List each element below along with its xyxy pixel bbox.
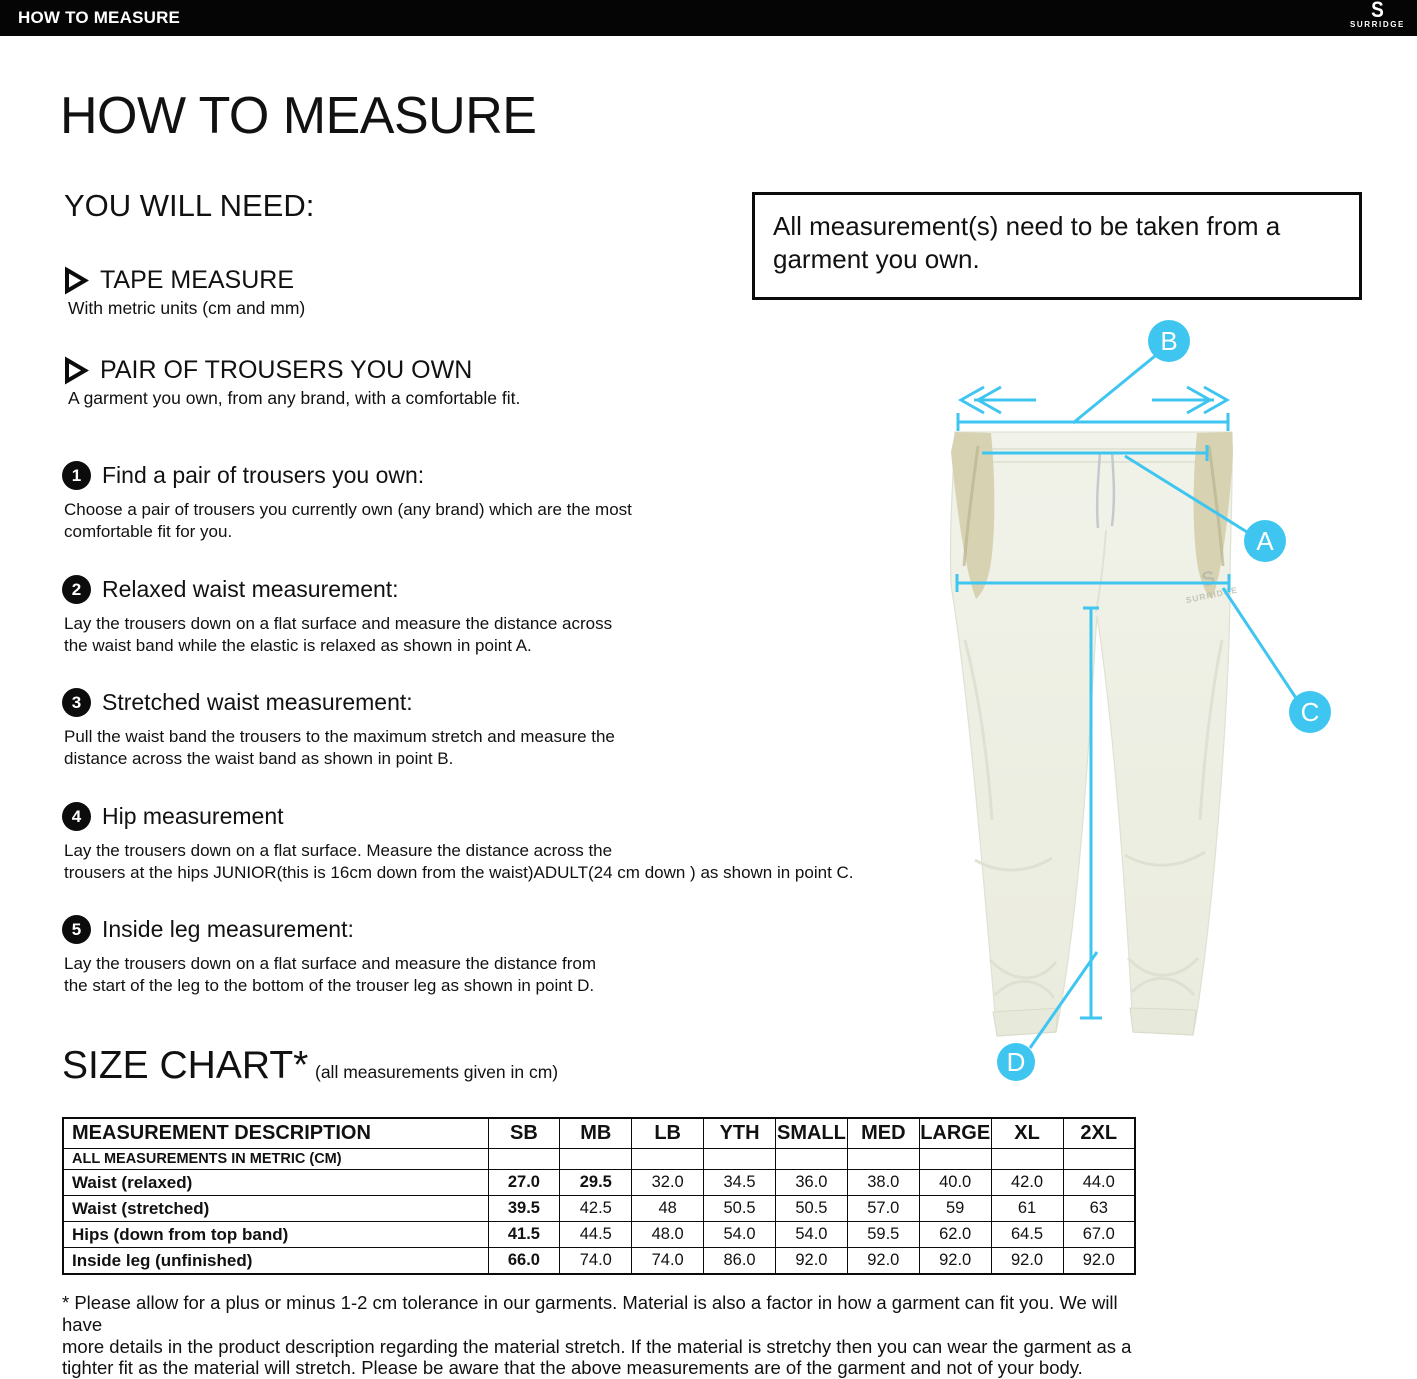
column-header: YTH [704,1118,776,1149]
step-number-badge: 5 [62,915,91,944]
size-chart-header-row [63,1118,1135,1149]
step-body-line: Lay the trousers down on a flat surface and measure the distance across [64,614,613,633]
size-cell: 48.0 [632,1222,704,1248]
step-body-line: Lay the trousers down on a flat surface. Measure the distance across the [64,841,613,860]
size-cell: 29.5 [560,1170,632,1196]
table-row [63,1222,1135,1248]
top-bar-title: HOW TO MEASURE [18,8,181,27]
footnote-line: tighter fit as the material will stretch. Please be aware that the above measurements are of the garment and not of your body. [62,1357,1083,1379]
size-cell: 67.0 [1063,1222,1135,1248]
right-cuff [1130,1008,1196,1035]
size-cell: 41.5 [488,1222,560,1248]
step-1 [62,461,942,543]
size-cell: 44.5 [560,1222,632,1248]
size-cell: 54.0 [704,1222,776,1248]
surridge-s-icon: S [1371,0,1384,23]
size-cell: 62.0 [919,1222,991,1248]
size-cell: 92.0 [991,1248,1063,1275]
size-cell: 38.0 [847,1170,919,1196]
surridge-logo [1350,1,1405,29]
triangle-bullet-icon [64,267,88,294]
size-cell: 61 [991,1196,1063,1222]
column-header: LARGE [919,1118,991,1149]
size-cell: 59 [919,1196,991,1222]
step-title: Hip measurement [102,803,284,829]
size-cell: 36.0 [776,1170,848,1196]
size-cell: 92.0 [847,1248,919,1275]
step-title: Relaxed waist measurement: [102,576,399,602]
size-cell: 50.5 [776,1196,848,1222]
size-cell: 34.5 [704,1170,776,1196]
table-row [63,1170,1135,1196]
size-cell: 86.0 [704,1248,776,1275]
row-label: Waist (relaxed) [63,1170,488,1196]
table-row [63,1196,1135,1222]
footnote-line: more details in the product description regarding the material stretch. If the material is stretchy then you can wear the garment as a [62,1335,1132,1357]
row-label: Inside leg (unfinished) [63,1248,488,1275]
point-c-label: C [1300,697,1320,727]
connector-c [1223,588,1296,698]
size-cell: 50.5 [704,1196,776,1222]
step-3 [62,688,942,770]
surridge-wordmark: SURRIDGE [1349,20,1405,29]
step-number-badge: 3 [62,688,91,717]
size-chart-heading: SIZE CHART* [62,1044,309,1087]
step-number-badge: 1 [62,461,91,490]
step-4 [62,802,942,884]
size-cell: 92.0 [919,1248,991,1275]
column-header: XL [991,1118,1063,1149]
need-item-label: PAIR OF TROUSERS YOU OWN [100,356,473,384]
size-chart-table [62,1117,1136,1275]
size-cell: 64.5 [991,1222,1063,1248]
size-cell: 40.0 [919,1170,991,1196]
connector-b [1073,356,1155,423]
step-2 [62,575,942,657]
step-body-line: Pull the waist band the trousers to the maximum stretch and measure the [64,727,615,746]
footnote-line: * Please allow for a plus or minus 1-2 cm tolerance in our garments. Material is also a factor in how a garment can fit you. We will have [62,1292,1118,1335]
step-body [64,613,942,657]
step-body [64,726,942,770]
column-header: SMALL [776,1118,848,1149]
step-body [64,953,942,997]
page-title: HOW TO MEASURE [60,87,537,145]
step-body-line: distance across the waist band as shown in point B. [64,749,454,768]
size-cell: 57.0 [847,1196,919,1222]
step-body-line: trousers at the hips JUNIOR(this is 16cm down from the waist)ADULT(24 cm down ) as shown in point C. [64,863,854,882]
point-a-label: A [1256,526,1274,556]
need-item-description: With metric units (cm and mm) [68,298,306,318]
triangle-bullet-icon [64,357,88,384]
step-title: Find a pair of trousers you own: [102,462,425,488]
step-title: Stretched waist measurement: [102,689,413,715]
size-cell: 42.5 [560,1196,632,1222]
footnote [62,1292,1162,1379]
svg-text:SURRIDGE: SURRIDGE [1184,584,1239,606]
need-item-label: TAPE MEASURE [100,266,295,294]
step-body-line: Choose a pair of trousers you currently own (any brand) which are the most [64,500,632,519]
need-item-description: A garment you own, from any brand, with a comfortable fit. [68,388,521,408]
size-cell: 92.0 [1063,1248,1135,1275]
svg-text:S: S [1199,567,1218,592]
step-body [64,840,942,884]
column-header: SB [488,1118,560,1149]
size-cell: 74.0 [560,1248,632,1275]
size-cell: 44.0 [1063,1170,1135,1196]
step-body-line: the start of the leg to the bottom of the trouser leg as shown in point D. [64,976,595,995]
you-will-need-heading: YOU WILL NEED: [64,188,315,223]
step-number-badge: 2 [62,575,91,604]
step-body-line: the waist band while the elastic is relaxed as shown in point A. [64,636,532,655]
column-header: MB [560,1118,632,1149]
metric-note: ALL MEASUREMENTS IN METRIC (CM) [63,1149,488,1170]
size-cell: 54.0 [776,1222,848,1248]
step-number-badge: 4 [62,802,91,831]
size-cell: 74.0 [632,1248,704,1275]
column-header: MEASUREMENT DESCRIPTION [63,1118,488,1149]
metric-note-row [63,1149,1135,1170]
column-header: MED [847,1118,919,1149]
point-d-label: D [1006,1047,1026,1077]
size-cell: 48 [632,1196,704,1222]
trousers-diagram [930,300,1360,1110]
step-body-line: comfortable fit for you. [64,522,233,541]
column-header: LB [632,1118,704,1149]
size-cell: 42.0 [991,1170,1063,1196]
size-cell: 32.0 [632,1170,704,1196]
size-cell: 66.0 [488,1248,560,1275]
top-bar [0,0,1417,36]
need-item-trousers [64,356,520,409]
size-cell: 92.0 [776,1248,848,1275]
size-chart-subheading: (all measurements given in cm) [315,1062,559,1082]
step-title: Inside leg measurement: [102,916,354,942]
step-body-line: Lay the trousers down on a flat surface and measure the distance from [64,954,597,973]
row-label: Waist (stretched) [63,1196,488,1222]
note-line: All measurement(s) need to be taken from a [773,211,1281,241]
note-box [752,192,1362,300]
row-label: Hips (down from top band) [63,1222,488,1248]
size-cell: 39.5 [488,1196,560,1222]
table-row [63,1248,1135,1275]
need-item-tape-measure [64,266,305,319]
step-5 [62,915,942,997]
note-line: garment you own. [773,244,980,274]
size-cell: 63 [1063,1196,1135,1222]
size-cell: 27.0 [488,1170,560,1196]
size-cell: 59.5 [847,1222,919,1248]
step-body [64,499,942,543]
point-b-label: B [1160,326,1178,356]
column-header: 2XL [1063,1118,1135,1149]
